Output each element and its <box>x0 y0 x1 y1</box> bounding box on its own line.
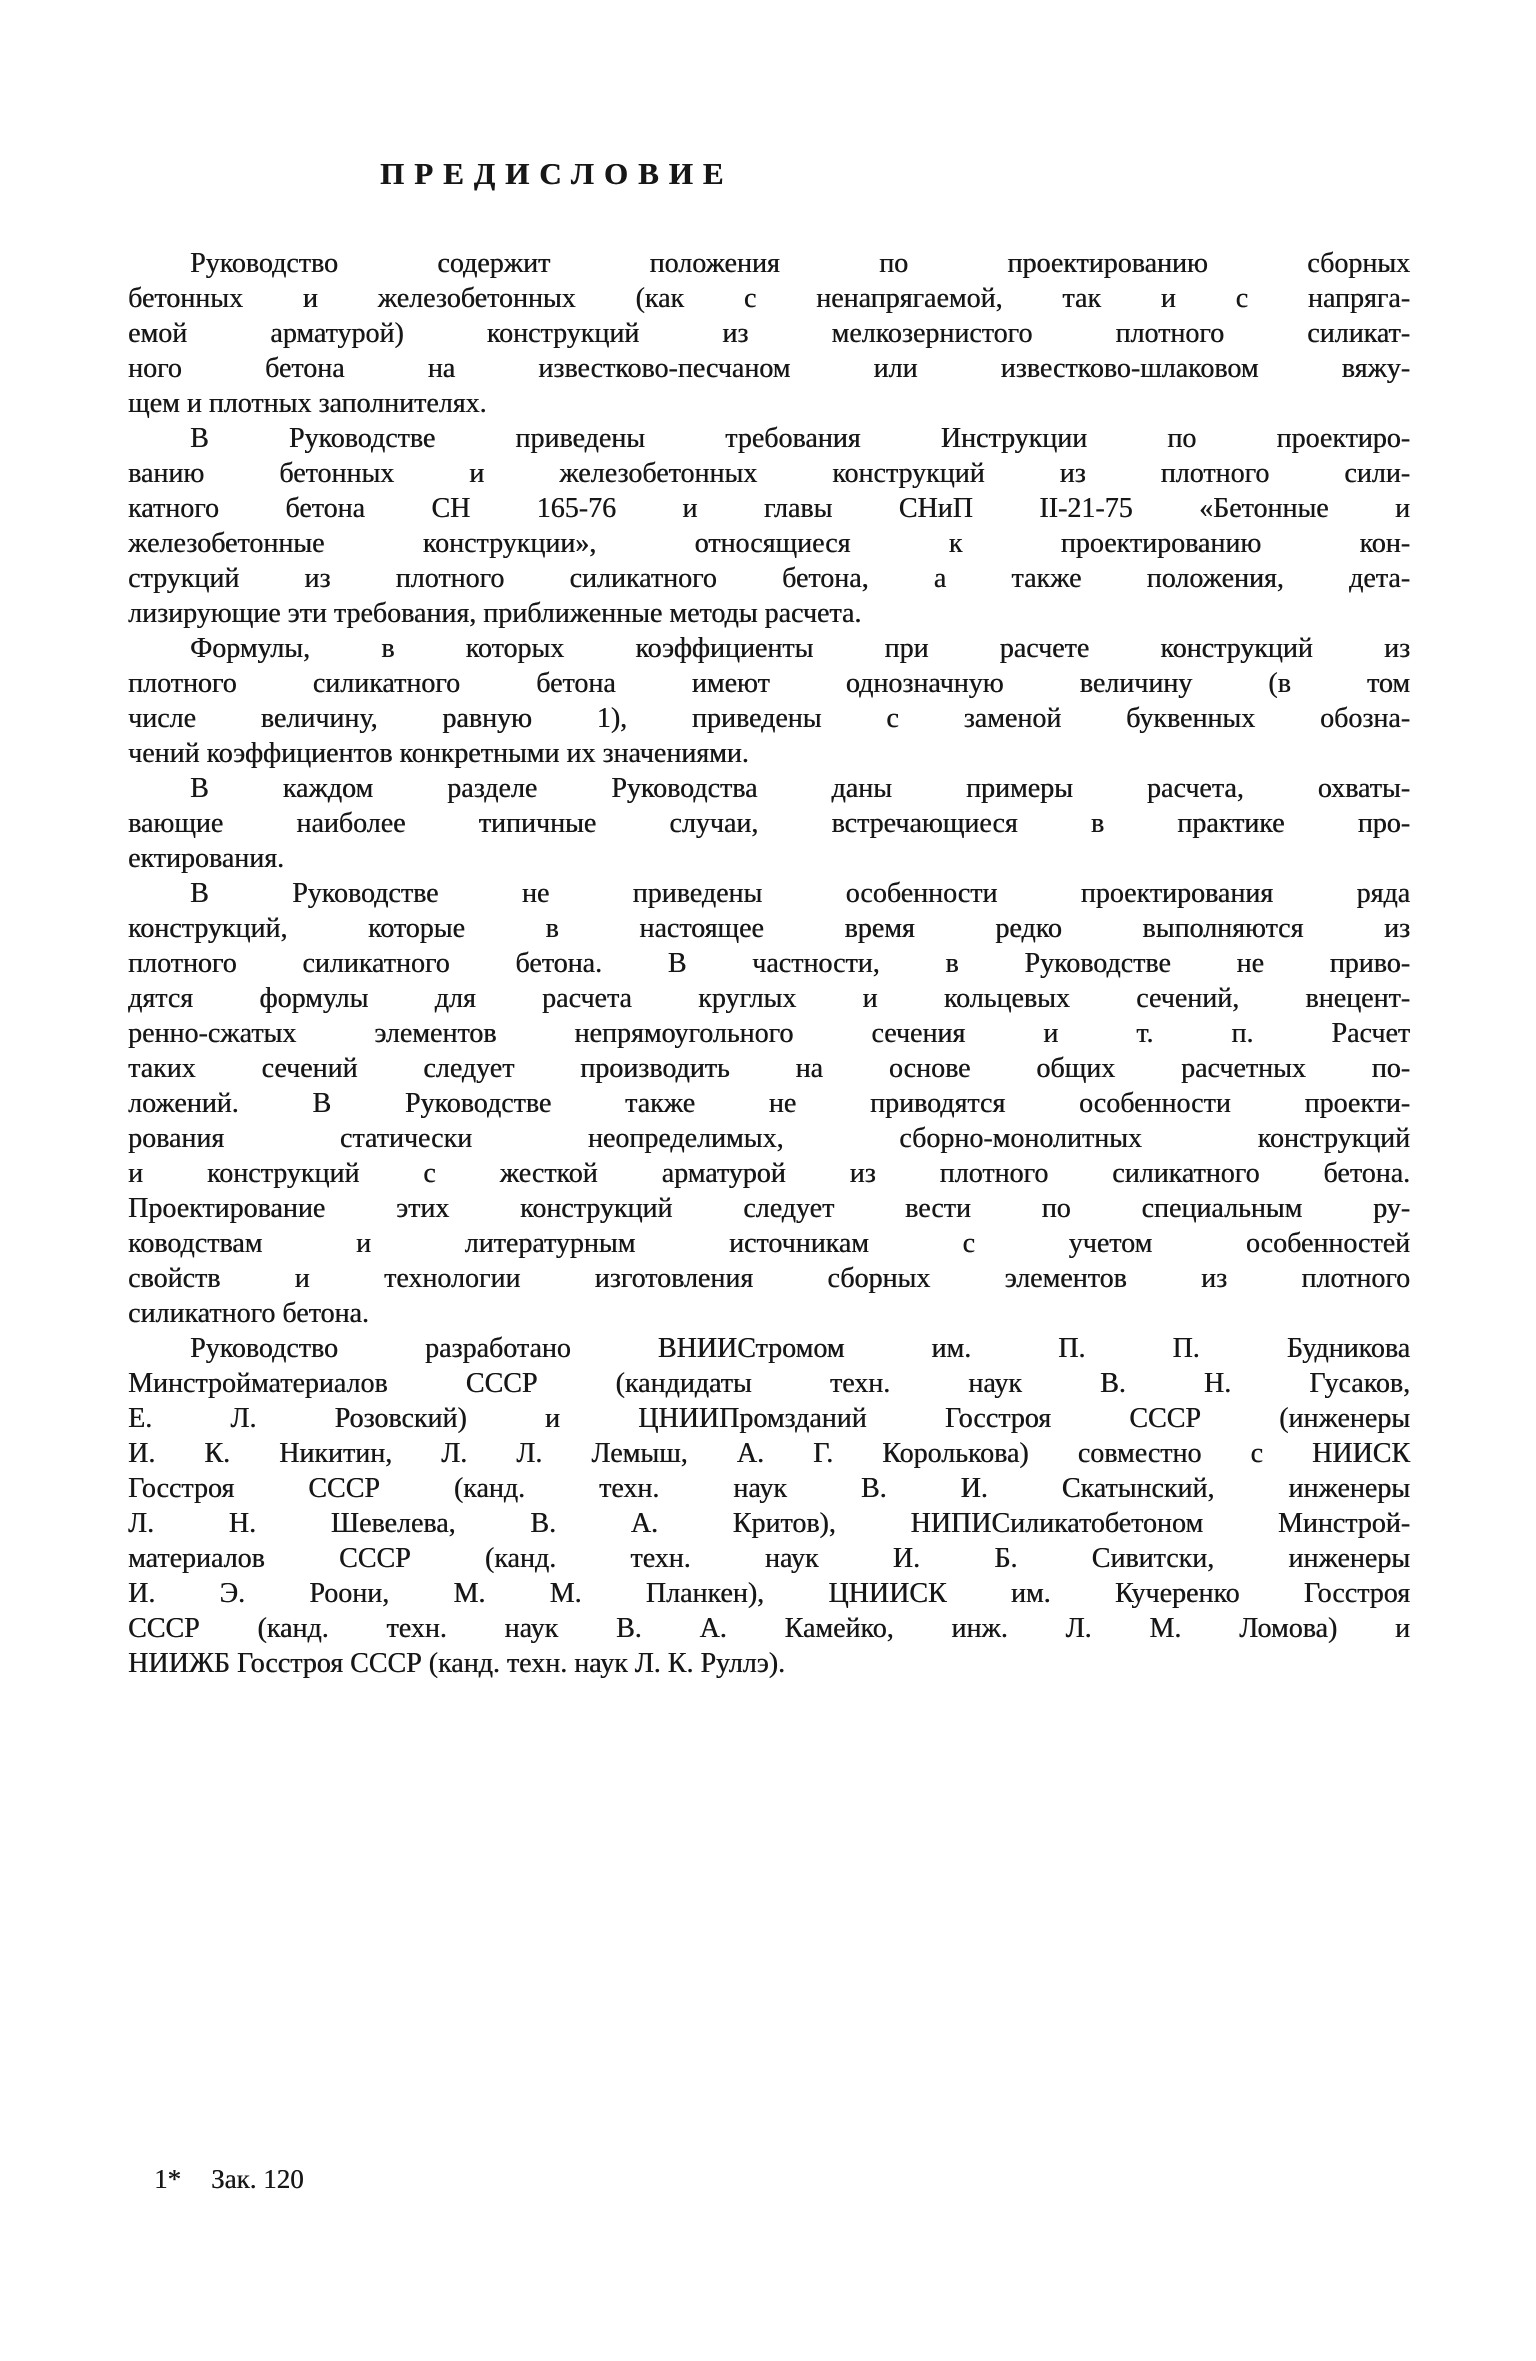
paragraph <box>128 771 1410 876</box>
footer-signature-mark: 1* <box>154 2164 181 2194</box>
text-line: И. Э. Роони, М. М. Планкен), ЦНИИСК им. Кучеренко Госстроя <box>128 1578 1410 1609</box>
page-footer <box>154 2164 304 2195</box>
text-line: Минстройматериалов СССР (кандидаты техн. наук В. Н. Гусаков, <box>128 1368 1410 1399</box>
text-line: ванию бетонных и железобетонных конструкций из плотного сили- <box>128 458 1410 489</box>
text-line: числе величину, равную 1), приведены с заменой буквенных обозна- <box>128 703 1410 734</box>
paragraph <box>128 246 1410 421</box>
text-line: лизирующие эти требования, приближенные методы расчета. <box>128 598 862 629</box>
text-line: Е. Л. Розовский) и ЦНИИПромзданий Госстроя СССР (инженеры <box>128 1403 1410 1434</box>
text-line: И. К. Никитин, Л. Л. Лемыш, А. Г. Королькова) совместно с НИИСК <box>128 1438 1410 1469</box>
text-line: плотного силикатного бетона. В частности, в Руководстве не приво- <box>128 948 1410 979</box>
text-line: ководствам и литературным источникам с учетом особенностей <box>128 1228 1410 1259</box>
text-line: катного бетона СН 165-76 и главы СНиП II-21-75 «Бетонные и <box>128 493 1410 524</box>
text-line: В Руководстве приведены требования Инструкции по проектиро- <box>190 423 1410 454</box>
text-line: плотного силикатного бетона имеют однозначную величину (в том <box>128 668 1410 699</box>
text-line: чений коэффициентов конкретными их значениями. <box>128 738 749 769</box>
paragraph <box>128 876 1410 1331</box>
text-line: Л. Н. Шевелева, В. А. Критов), НИПИСиликатобетоном Минстрой- <box>128 1508 1410 1539</box>
text-line: Госстроя СССР (канд. техн. наук В. И. Скатынский, инженеры <box>128 1473 1410 1504</box>
text-line: и конструкций с жесткой арматурой из плотного силикатного бетона. <box>128 1158 1410 1189</box>
page-title: ПРЕДИСЛОВИЕ <box>380 156 734 191</box>
text-line: вающие наиболее типичные случаи, встречающиеся в практике про- <box>128 808 1410 839</box>
text-line: ренно-сжатых элементов непрямоугольного сечения и т. п. Расчет <box>128 1018 1410 1049</box>
text-line: конструкций, которые в настоящее время редко выполняются из <box>128 913 1410 944</box>
text-line: В Руководстве не приведены особенности проектирования ряда <box>190 878 1410 909</box>
text-line: бетонных и железобетонных (как с ненапрягаемой, так и с напряга- <box>128 283 1410 314</box>
text-line: железобетонные конструкции», относящиеся к проектированию кон- <box>128 528 1410 559</box>
text-line: Руководство разработано ВНИИСтромом им. П. П. Будникова <box>190 1333 1410 1364</box>
footer-order-number: Зак. 120 <box>211 2164 304 2194</box>
text-line: НИИЖБ Госстроя СССР (канд. техн. наук Л. К. Руллэ). <box>128 1648 785 1679</box>
paragraph <box>128 631 1410 771</box>
text-line: таких сечений следует производить на основе общих расчетных по- <box>128 1053 1410 1084</box>
text-line: В каждом разделе Руководства даны примеры расчета, охваты- <box>190 773 1410 804</box>
paragraph <box>128 421 1410 631</box>
text-line: ного бетона на известково-песчаном или известково-шлаковом вяжу- <box>128 353 1410 384</box>
paragraph <box>128 1331 1410 1681</box>
text-line: емой арматурой) конструкций из мелкозернистого плотного силикат- <box>128 318 1410 349</box>
text-line: Проектирование этих конструкций следует вести по специальным ру- <box>128 1193 1410 1224</box>
text-line: щем и плотных заполнителях. <box>128 388 487 419</box>
text-line: Руководство содержит положения по проектированию сборных <box>190 248 1410 279</box>
document-body <box>128 246 1410 1681</box>
text-line: дятся формулы для расчета круглых и кольцевых сечений, внецент- <box>128 983 1410 1014</box>
text-line: ектирования. <box>128 843 285 874</box>
text-line: СССР (канд. техн. наук В. А. Камейко, инж. Л. М. Ломова) и <box>128 1613 1410 1644</box>
text-line: силикатного бетона. <box>128 1298 369 1329</box>
text-line: рования статически неопределимых, сборно-монолитных конструкций <box>128 1123 1410 1154</box>
text-line: струкций из плотного силикатного бетона, а также положения, дета- <box>128 563 1410 594</box>
text-line: Формулы, в которых коэффициенты при расчете конструкций из <box>190 633 1410 664</box>
text-line: материалов СССР (канд. техн. наук И. Б. Сивитски, инженеры <box>128 1543 1410 1574</box>
text-line: свойств и технологии изготовления сборных элементов из плотного <box>128 1263 1410 1294</box>
text-line: ложений. В Руководстве также не приводятся особенности проекти- <box>128 1088 1410 1119</box>
